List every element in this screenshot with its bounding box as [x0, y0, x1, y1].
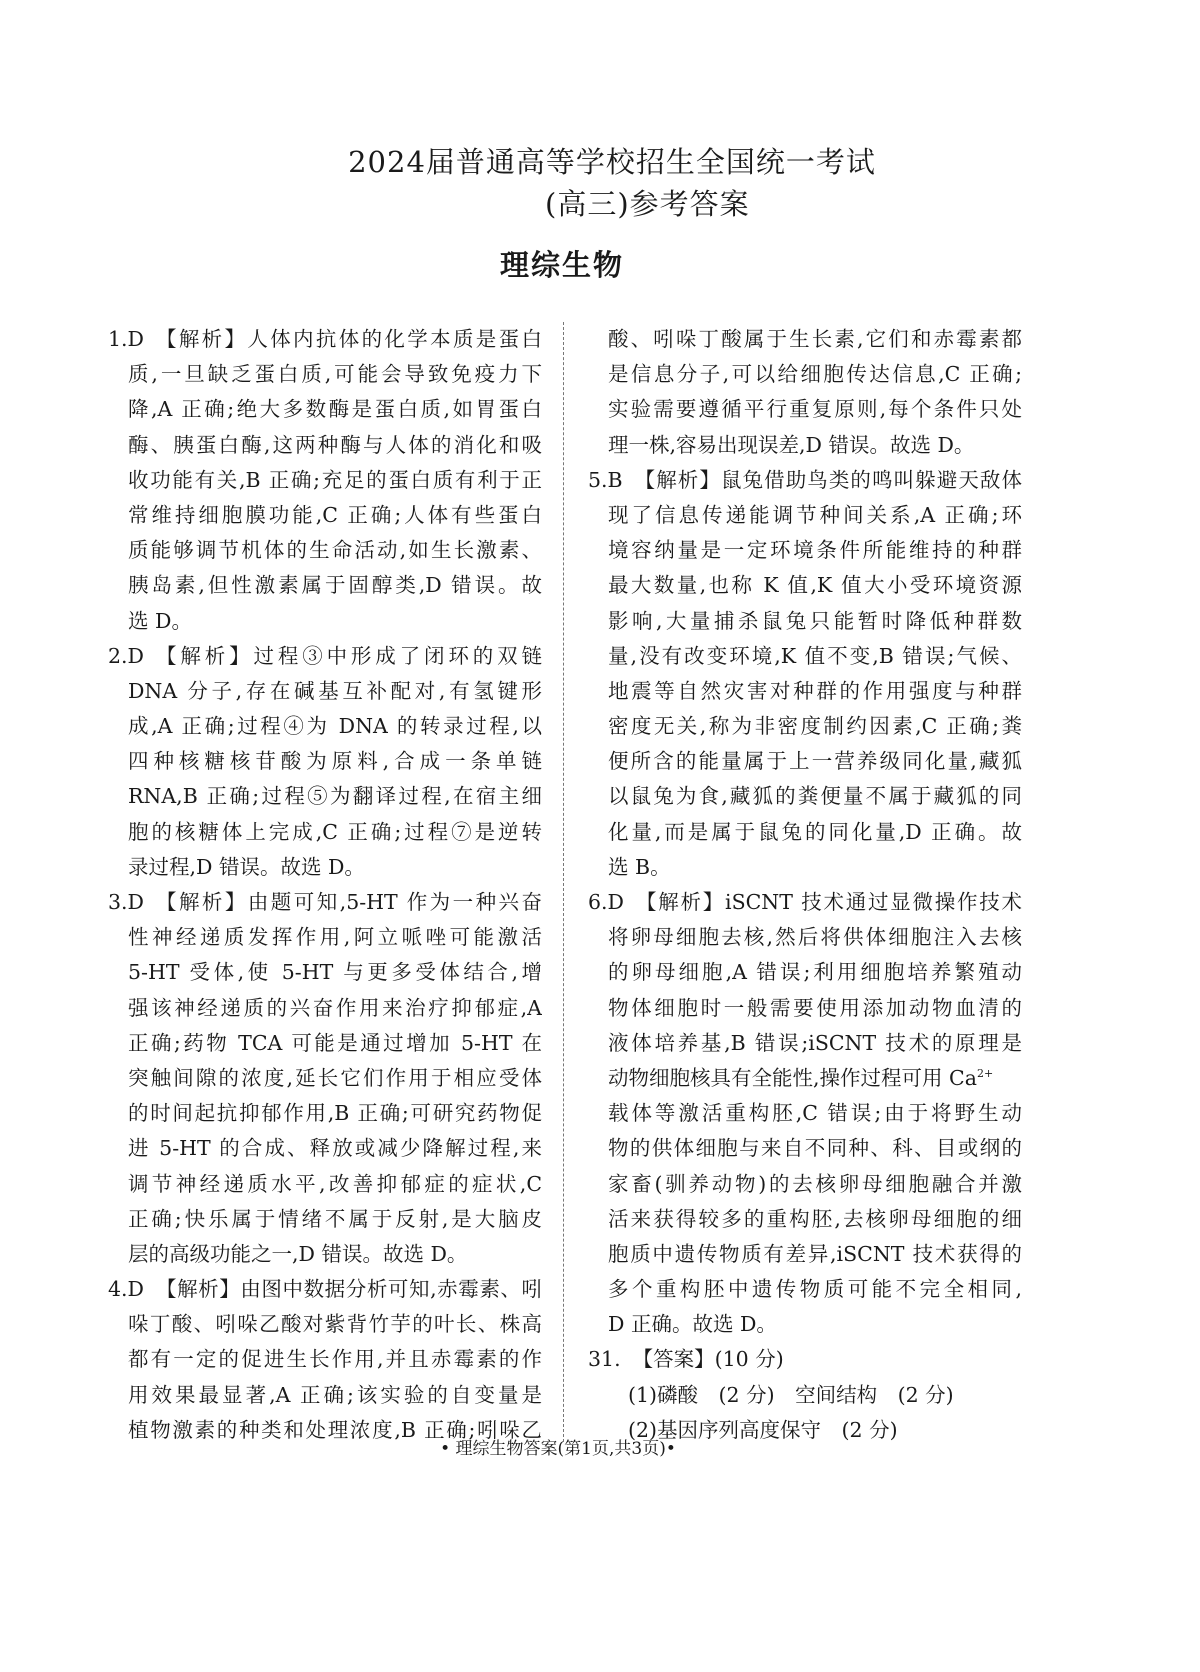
- answer-text: 地震等自然灾害对种群的作用强度与种群: [608, 678, 1022, 703]
- indent-spacer: [108, 1167, 128, 1202]
- answer-number: 2.D: [108, 643, 144, 668]
- answer-text: (2)基因序列高度保守 (2 分): [628, 1417, 898, 1442]
- page-footer: • 理综生物答案(第1页,共3页)•: [440, 1439, 676, 1459]
- answer-line: [108, 639, 542, 674]
- answer-text: 哚丁酸、吲哚乙酸对紫背竹芋的叶长、株高: [128, 1312, 542, 1337]
- answer-line: [588, 498, 1022, 533]
- indent-spacer: [108, 850, 128, 885]
- indent-spacer: [108, 604, 128, 639]
- answer-text: 化量,而是属于鼠兔的同化量,D 正确。故: [608, 819, 1022, 844]
- answer-text: [608, 1061, 1022, 1096]
- answer-line: [588, 1378, 1022, 1413]
- indent-spacer: [108, 779, 128, 814]
- answer-text: 理一株,容易出现误差,D 错误。故选 D。: [608, 432, 975, 457]
- answer-line: [108, 709, 542, 744]
- answer-text: 选 B。: [608, 854, 671, 879]
- indent-spacer: [588, 357, 608, 392]
- answer-text: 【解析】鼠兔借助鸟类的鸣叫躲避天敌体: [634, 467, 1022, 492]
- indent-spacer: [108, 1307, 128, 1342]
- indent-spacer: [108, 533, 128, 568]
- answer-line: [108, 674, 542, 709]
- answer-line: [108, 955, 542, 990]
- answer-line: [588, 920, 1022, 955]
- superscript-charge: 2+: [976, 1067, 994, 1081]
- indent-spacer: [588, 674, 608, 709]
- indent-spacer: [108, 1342, 128, 1377]
- answer-line: [108, 1378, 542, 1413]
- indent-spacer: [588, 991, 608, 1026]
- answer-text: 录过程,D 错误。故选 D。: [128, 854, 365, 879]
- answer-line: [588, 991, 1022, 1026]
- answer-line: [588, 744, 1022, 779]
- exam-title: 2024届普通高等学校招生全国统一考试: [348, 145, 876, 179]
- answer-text: 胞的核糖体上完成,C 正确;过程⑦是逆转: [128, 819, 542, 844]
- indent-spacer: [588, 1167, 608, 1202]
- exam-subtitle: (高三)参考答案: [545, 187, 750, 221]
- answer-line: [108, 885, 542, 920]
- answer-text: 5-HT 受体,使 5-HT 与更多受体结合,增: [128, 960, 542, 985]
- indent-spacer: [108, 428, 128, 463]
- indent-spacer: [108, 1131, 128, 1166]
- answer-line: [108, 1026, 542, 1061]
- answer-line: [108, 815, 542, 850]
- answer-text: 层的高级功能之一,D 错误。故选 D。: [128, 1241, 468, 1266]
- answer-text: 突触间隙的浓度,延长它们作用于相应受体: [128, 1065, 542, 1090]
- answer-text: 实验需要遵循平行重复原则,每个条件只处: [608, 397, 1022, 422]
- answer-item: [588, 1378, 1022, 1413]
- indent-spacer: [108, 1026, 128, 1061]
- answer-text: 境容纳量是一定环境条件所能维持的种群: [608, 538, 1022, 563]
- answer-text: 质能够调节机体的生命活动,如生长激素、: [128, 538, 542, 563]
- indent-spacer: [108, 955, 128, 990]
- answer-line: [108, 744, 542, 779]
- answer-text: 正确;药物 TCA 可能是通过增加 5-HT 在: [128, 1030, 542, 1055]
- answer-text: 【解析】由图中数据分析可知,赤霉素、吲: [156, 1277, 542, 1302]
- answer-line: [588, 709, 1022, 744]
- answer-text: 多个重构胚中遗传物质可能不完全相同,: [608, 1277, 1022, 1302]
- answer-text: 将卵母细胞去核,然后将供体细胞注入去核: [608, 925, 1022, 950]
- left-column: [108, 322, 542, 1448]
- indent-spacer: [588, 1272, 608, 1307]
- answer-line: [588, 850, 1022, 885]
- answer-number: 6.D: [588, 890, 624, 914]
- answer-text: 质,一旦缺乏蛋白质,可能会导致免疫力下: [128, 362, 542, 387]
- answer-line: [588, 1026, 1022, 1061]
- answer-number: 3.D: [108, 890, 144, 914]
- answer-line: [108, 1061, 542, 1096]
- answer-text: (1)磷酸 (2 分) 空间结构 (2 分): [628, 1382, 954, 1407]
- indent-spacer: [108, 498, 128, 533]
- indent-spacer: [588, 1307, 608, 1342]
- answer-line: [588, 533, 1022, 568]
- answer-line: [108, 568, 542, 603]
- answer-item: [108, 639, 542, 885]
- answer-line: [588, 1307, 1022, 1342]
- answer-text: 胞质中遗传物质有差异,iSCNT 技术获得的: [608, 1241, 1022, 1266]
- column-divider: [563, 322, 564, 1442]
- answer-text: 物体细胞时一般需要使用添加动物血清的: [608, 995, 1022, 1020]
- answer-text: 载体等激活重构胚,C 错误;由于将野生动: [608, 1101, 1022, 1126]
- indent-spacer: [588, 955, 608, 990]
- indent-spacer: [588, 744, 608, 779]
- answer-text: 【解析】过程③中形成了闭环的双链: [156, 643, 542, 668]
- answer-line: [588, 1342, 1022, 1377]
- answer-line: [108, 1131, 542, 1166]
- answer-line: [588, 568, 1022, 603]
- answer-line: [588, 1202, 1022, 1237]
- answer-line: [108, 1096, 542, 1131]
- answer-line: [588, 1061, 1022, 1096]
- indent-spacer: [588, 920, 608, 955]
- answer-number: 31.: [588, 1347, 621, 1372]
- answer-text: 家畜(驯养动物)的去核卵母细胞融合并激: [608, 1171, 1022, 1196]
- answer-text: 降,A 正确;绝大多数酶是蛋白质,如胃蛋白: [128, 397, 542, 422]
- answer-text: 活来获得较多的重构胚,去核卵母细胞的细: [608, 1206, 1022, 1231]
- answer-line: [108, 428, 542, 463]
- indent-spacer: [108, 1202, 128, 1237]
- answer-text: 便所含的能量属于上一营养级同化量,藏狐: [608, 749, 1022, 774]
- indent-spacer: [588, 850, 608, 885]
- answer-line: [588, 604, 1022, 639]
- answer-text: 【解析】由题可知,5-HT 作为一种兴奋: [156, 890, 542, 914]
- indent-spacer: [108, 920, 128, 955]
- answer-line: [108, 463, 542, 498]
- answer-text: 液体培养基,B 错误;iSCNT 技术的原理是: [608, 1030, 1022, 1055]
- answer-line: [588, 1237, 1022, 1272]
- right-column: [588, 322, 1022, 1448]
- answer-text: 酸、吲哚丁酸属于生长素,它们和赤霉素都: [608, 327, 1022, 351]
- indent-spacer: [108, 991, 128, 1026]
- indent-spacer: [588, 779, 608, 814]
- indent-spacer: [588, 533, 608, 568]
- answer-text: 选 D。: [128, 608, 192, 633]
- answer-number: 5.B: [588, 467, 623, 492]
- answer-line: [108, 1167, 542, 1202]
- answer-text: RNA,B 正确;过程⑤为翻译过程,在宿主细: [128, 784, 542, 809]
- indent-spacer: [588, 322, 608, 357]
- answer-text: 的时间起抗抑郁作用,B 正确;可研究药物促: [128, 1101, 542, 1126]
- answer-text: D 正确。故选 D。: [608, 1312, 777, 1337]
- answer-item: [108, 322, 542, 639]
- answer-text: 现了信息传递能调节种间关系,A 正确;环: [608, 502, 1022, 527]
- answer-text: 量,没有改变环境,K 值不变,B 错误;气候、: [608, 643, 1022, 668]
- indent-spacer: [588, 1131, 608, 1166]
- answer-line: [588, 428, 1022, 463]
- answer-number: 4.D: [108, 1277, 144, 1302]
- answer-text: 密度无关,称为非密度制约因素,C 正确;粪: [608, 714, 1022, 739]
- answer-line: [108, 498, 542, 533]
- answer-line: [588, 1167, 1022, 1202]
- answer-text: 常维持细胞膜功能,C 正确;人体有些蛋白: [128, 502, 542, 527]
- answer-item: [108, 885, 542, 1272]
- indent-spacer: [588, 498, 608, 533]
- indent-spacer: [108, 392, 128, 427]
- answer-text: 【解析】人体内抗体的化学本质是蛋白: [156, 327, 542, 351]
- answer-line: [588, 463, 1022, 498]
- answer-item: [108, 1272, 542, 1448]
- answer-line: [588, 779, 1022, 814]
- indent-spacer: [588, 1061, 608, 1096]
- indent-spacer: [108, 568, 128, 603]
- indent-spacer: [108, 674, 128, 709]
- answer-text: 【答案】(10 分): [632, 1347, 784, 1372]
- answer-line: [108, 991, 542, 1026]
- answer-text: 胰岛素,但性激素属于固醇类,D 错误。故: [128, 573, 542, 598]
- answer-line: [108, 604, 542, 639]
- answer-line: [588, 1096, 1022, 1131]
- answer-text: 用效果最显著,A 正确;该实验的自变量是: [128, 1382, 542, 1407]
- answer-line: [108, 920, 542, 955]
- answer-line: [588, 885, 1022, 920]
- answer-text: 【解析】iSCNT 技术通过显微操作技术: [636, 890, 1022, 914]
- answer-text: 调节神经递质水平,改善抑郁症的症状,C: [128, 1171, 542, 1196]
- answer-line: [588, 815, 1022, 850]
- indent-spacer: [588, 1026, 608, 1061]
- subject-heading: 理综生物: [499, 248, 624, 282]
- answer-line: [108, 1342, 542, 1377]
- indent-spacer: [108, 815, 128, 850]
- answer-text: 正确;快乐属于情绪不属于反射,是大脑皮: [128, 1206, 542, 1231]
- answer-text: 成,A 正确;过程④为 DNA 的转录过程,以: [128, 714, 542, 739]
- answer-line: [108, 392, 542, 427]
- answer-line: [108, 533, 542, 568]
- answer-line: [108, 1202, 542, 1237]
- answer-line: [108, 850, 542, 885]
- answer-line: [108, 322, 542, 357]
- indent-spacer: [108, 357, 128, 392]
- indent-spacer: [588, 1096, 608, 1131]
- indent-spacer: [108, 1237, 128, 1272]
- answer-text: 强该神经递质的兴奋作用来治疗抑郁症,A: [128, 995, 542, 1020]
- answer-text: 收功能有关,B 正确;充足的蛋白质有利于正: [128, 467, 542, 492]
- indent-spacer: [108, 744, 128, 779]
- answer-line: [588, 1131, 1022, 1166]
- answer-text: 以鼠兔为食,藏狐的粪便量不属于藏狐的同: [608, 784, 1022, 809]
- indent-spacer: [588, 1378, 628, 1413]
- answer-text: 最大数量,也称 K 值,K 值大小受环境资源: [608, 573, 1022, 598]
- indent-spacer: [108, 709, 128, 744]
- indent-spacer: [588, 568, 608, 603]
- answer-item: [588, 1342, 1022, 1377]
- answer-text: 进 5-HT 的合成、释放或减少降解过程,来: [128, 1136, 542, 1161]
- indent-spacer: [108, 463, 128, 498]
- indent-spacer: [588, 639, 608, 674]
- answer-item: [588, 322, 1022, 463]
- answer-line: [588, 639, 1022, 674]
- answer-line: [108, 1272, 542, 1307]
- indent-spacer: [108, 1378, 128, 1413]
- answer-text: 植物激素的种类和处理浓度,B 正确;吲哚乙: [128, 1417, 542, 1442]
- indent-spacer: [588, 1237, 608, 1272]
- indent-spacer: [108, 1061, 128, 1096]
- indent-spacer: [588, 709, 608, 744]
- answer-text: 酶、胰蛋白酶,这两种酶与人体的消化和吸: [128, 432, 542, 457]
- indent-spacer: [588, 815, 608, 850]
- indent-spacer: [108, 1096, 128, 1131]
- answer-text-main: 动物细胞核具有全能性,操作过程可用 Ca: [608, 1065, 977, 1090]
- answer-item: [588, 885, 1022, 1342]
- answer-line: [588, 955, 1022, 990]
- indent-spacer: [588, 428, 608, 463]
- answer-line: [588, 392, 1022, 427]
- answer-text: 都有一定的促进生长作用,并且赤霉素的作: [128, 1347, 542, 1372]
- answer-line: [108, 1237, 542, 1272]
- indent-spacer: [588, 604, 608, 639]
- answer-text: 物的供体细胞与来自不同种、科、目或纲的: [608, 1136, 1022, 1161]
- answer-text: 的卵母细胞,A 错误;利用细胞培养繁殖动: [608, 960, 1022, 985]
- answer-line: [108, 1307, 542, 1342]
- answer-line: [588, 322, 1022, 357]
- answer-number: 1.D: [108, 327, 144, 351]
- answer-line: [588, 674, 1022, 709]
- indent-spacer: [588, 392, 608, 427]
- indent-spacer: [588, 1202, 608, 1237]
- answer-text: 四种核糖核苷酸为原料,合成一条单链: [128, 749, 542, 774]
- answer-line: [108, 779, 542, 814]
- answer-line: [108, 357, 542, 392]
- answer-text: 是信息分子,可以给细胞传达信息,C 正确;: [608, 362, 1022, 387]
- answer-line: [588, 1272, 1022, 1307]
- answer-text: 性神经递质发挥作用,阿立哌唑可能激活: [128, 925, 542, 950]
- answer-item: [588, 463, 1022, 885]
- answer-text: DNA 分子,存在碱基互补配对,有氢键形: [128, 678, 542, 703]
- answer-line: [588, 357, 1022, 392]
- answer-text: 影响,大量捕杀鼠兔只能暂时降低种群数: [608, 608, 1022, 633]
